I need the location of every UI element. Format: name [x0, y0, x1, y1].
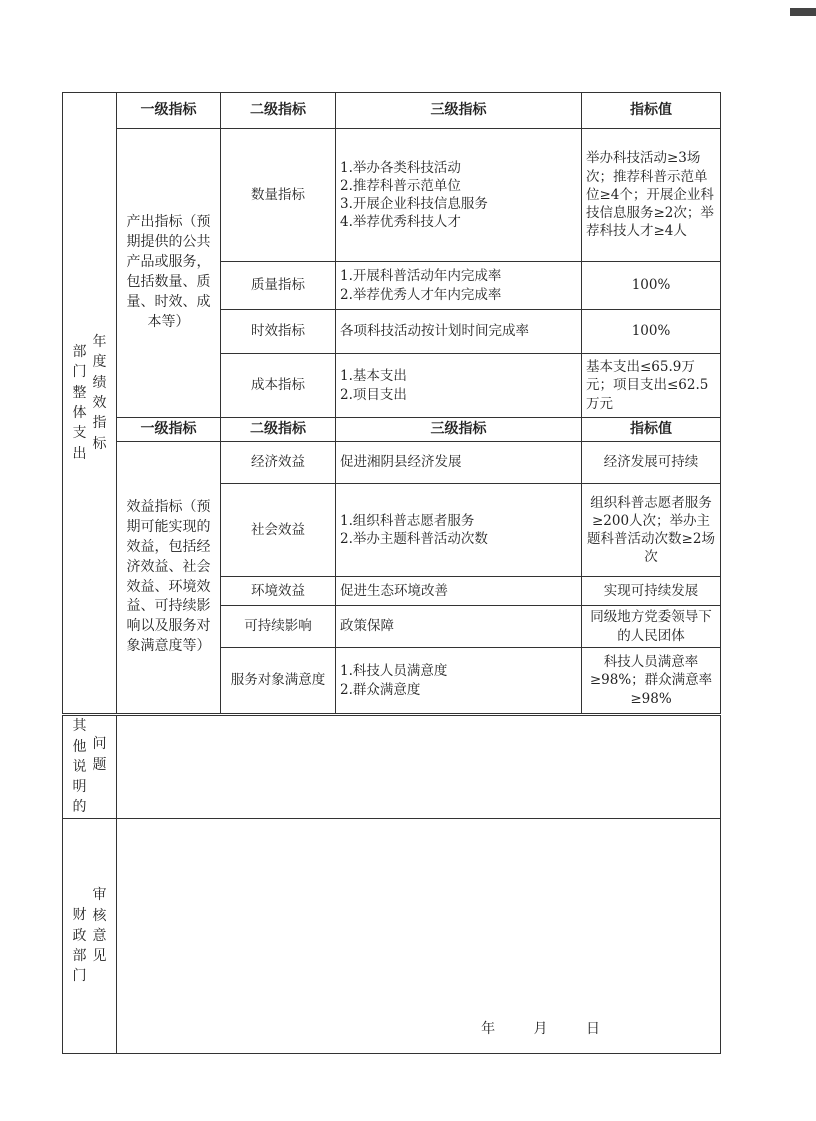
level3-cell: [336, 442, 582, 484]
header-level1: 一级指标: [117, 418, 221, 442]
value-cell: 组织科普志愿者服务≥200人次；举办主题科普活动次数≥2场次: [582, 484, 721, 577]
level3-item: 1.科技人员满意度: [340, 663, 448, 680]
level3-item: 4.举荐优秀科技人才: [340, 214, 461, 231]
level3-item: 1.组织科普志愿者服务: [340, 512, 475, 529]
header-level1: 一级指标: [117, 93, 221, 129]
dept-total-expenditure-label: [63, 93, 117, 714]
value-cell: 举办科技活动≥3场次；推荐科普示范单位≥4个；开展企业科技信息服务≥2次；举荐科技人才≥4人: [582, 129, 721, 262]
other-notes-label: [63, 716, 117, 819]
header-level3: 三级指标: [336, 93, 582, 129]
level3-cell: [336, 648, 582, 714]
level3-cell: [336, 310, 582, 354]
date-day: 日: [586, 1021, 600, 1038]
benefit-indicator-label: 效益指标（预期可能实现的效益，包括经济效益、社会效益、环境效益、可持续影响以及服务对象满意度等）: [117, 442, 221, 714]
other-notes-col1: 其 他 说 明 的: [72, 718, 87, 816]
finance-review-content: [117, 819, 721, 1054]
date-year: 年: [481, 1021, 496, 1038]
value-cell: 100%: [582, 262, 721, 310]
scan-edge-mark: [790, 8, 816, 16]
review-date: [459, 1020, 600, 1039]
level3-item: 3.开展企业科技信息服务: [340, 196, 488, 212]
notes-table: [62, 715, 721, 1054]
level3-item: 2.举办主题科普活动次数: [340, 531, 488, 547]
header-value: 指标值: [582, 93, 721, 129]
level3-item: 各项科技活动按计划时间完成率: [340, 323, 529, 340]
level3-item: 促进生态环境改善: [340, 582, 448, 599]
performance-table: [62, 92, 721, 714]
header-level3: 三级指标: [336, 418, 582, 442]
level3-cell: [336, 354, 582, 418]
level2-cell: 社会效益: [221, 484, 336, 577]
other-notes-col2: 问 题: [92, 736, 107, 773]
level3-cell: [336, 606, 582, 648]
level3-item: 1.开展科普活动年内完成率: [340, 268, 502, 285]
header-value: 指标值: [582, 418, 721, 442]
label-col2: 年 度 绩 效 指 标: [92, 334, 107, 452]
level3-item: 2.群众满意度: [340, 681, 421, 698]
finance-review-col1: 财 政 部 门: [72, 907, 87, 985]
level2-cell: 数量指标: [221, 129, 336, 262]
level2-cell: 时效指标: [221, 310, 336, 354]
level3-cell: [336, 577, 582, 606]
level3-item: 1.举办各类科技活动: [340, 159, 461, 176]
level3-item: 促进湘阴县经济发展: [340, 454, 462, 471]
other-notes-content: [117, 716, 721, 819]
finance-review-col2: 审 核 意 见: [92, 887, 107, 965]
level2-cell: 可持续影响: [221, 606, 336, 648]
level3-cell: [336, 129, 582, 262]
level3-item: 1.基本支出: [340, 368, 407, 385]
value-cell: 实现可持续发展: [582, 577, 721, 606]
output-indicator-label: 产出指标（预期提供的公共产品或服务，包括数量、质量、时效、成本等）: [117, 129, 221, 418]
level2-cell: 质量指标: [221, 262, 336, 310]
level3-item: 政策保障: [340, 618, 394, 635]
level3-item: 2.推荐科普示范单位: [340, 177, 461, 194]
level2-cell: 成本指标: [221, 354, 336, 418]
level3-item: 2.项目支出: [340, 386, 407, 403]
header-level2: 二级指标: [221, 418, 336, 442]
label-col1: 部 门 整 体 支 出: [72, 344, 87, 462]
level2-cell: 服务对象满意度: [221, 648, 336, 714]
level3-cell: [336, 484, 582, 577]
level2-cell: 环境效益: [221, 577, 336, 606]
date-month: 月: [533, 1021, 548, 1038]
value-cell: 基本支出≤65.9万元；项目支出≤62.5万元: [582, 354, 721, 418]
level2-cell: 经济效益: [221, 442, 336, 484]
level3-cell: [336, 262, 582, 310]
value-cell: 经济发展可持续: [582, 442, 721, 484]
value-cell: 100%: [582, 310, 721, 354]
finance-review-label: [63, 819, 117, 1054]
value-cell: 科技人员满意率≥98%；群众满意率≥98%: [582, 648, 721, 714]
level3-item: 2.举荐优秀人才年内完成率: [340, 286, 502, 303]
header-level2: 二级指标: [221, 93, 336, 129]
value-cell: 同级地方党委领导下的人民团体: [582, 606, 721, 648]
